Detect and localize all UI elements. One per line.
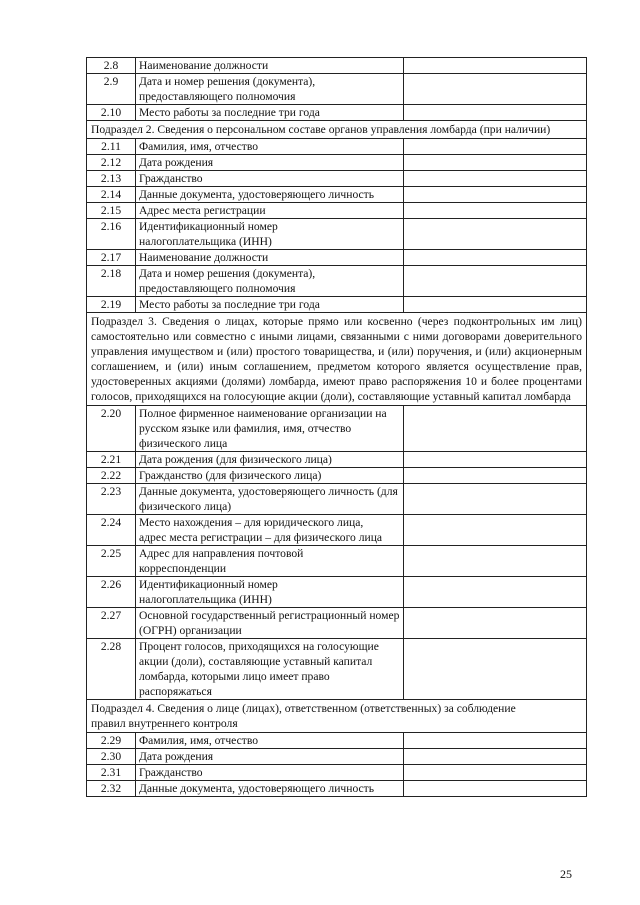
item-number: 2.31 xyxy=(87,765,136,781)
section-title: Подраздел 4. Сведения о лице (лицах), ответственном (ответственных) за соблюдение правил внутреннего контроля xyxy=(91,702,516,730)
value-cell xyxy=(404,297,587,313)
table-row xyxy=(87,297,587,313)
item-number: 2.32 xyxy=(87,781,136,797)
item-label-cell xyxy=(136,203,404,219)
item-label: Адрес места регистрации xyxy=(139,204,266,217)
item-number: 2.27 xyxy=(87,608,136,639)
table-row xyxy=(87,452,587,468)
item-label: Адрес для направления почтовой корреспонденции xyxy=(139,547,304,575)
section-title: Подраздел 2. Сведения о персональном составе органов управления ломбарда (при наличии) xyxy=(91,123,551,136)
item-label: Данные документа, удостоверяющего личность xyxy=(139,782,375,795)
item-label: Фамилия, имя, отчество xyxy=(139,734,259,747)
item-label: Место работы за последние три года xyxy=(139,298,320,311)
value-cell xyxy=(404,105,587,121)
section-header-row xyxy=(87,313,587,406)
item-label-cell xyxy=(136,577,404,608)
item-number: 2.16 xyxy=(87,219,136,250)
item-number: 2.26 xyxy=(87,577,136,608)
item-label-cell xyxy=(136,74,404,105)
table-row xyxy=(87,546,587,577)
value-cell xyxy=(404,765,587,781)
table-row xyxy=(87,250,587,266)
item-label-cell xyxy=(136,515,404,546)
table-row xyxy=(87,781,587,797)
value-cell xyxy=(404,577,587,608)
item-number: 2.8 xyxy=(87,58,136,74)
item-number: 2.29 xyxy=(87,733,136,749)
item-number: 2.23 xyxy=(87,484,136,515)
item-label: Наименование должности xyxy=(139,59,269,72)
value-cell xyxy=(404,546,587,577)
table-row xyxy=(87,468,587,484)
item-label-cell xyxy=(136,765,404,781)
item-label: Наименование должности xyxy=(139,251,269,264)
item-label-cell xyxy=(136,452,404,468)
item-label: Идентификационный номер налогоплательщика (ИНН) xyxy=(139,578,278,606)
item-label: Полное фирменное наименование организации на русском языке или фамилия, имя, отчество физического лица xyxy=(139,407,387,450)
item-number: 2.9 xyxy=(87,74,136,105)
item-label: Фамилия, имя, отчество xyxy=(139,140,259,153)
table-row xyxy=(87,105,587,121)
value-cell xyxy=(404,219,587,250)
item-number: 2.28 xyxy=(87,639,136,700)
item-number: 2.18 xyxy=(87,266,136,297)
item-label: Данные документа, удостоверяющего личность xyxy=(139,188,375,201)
form-table xyxy=(86,57,587,797)
value-cell xyxy=(404,155,587,171)
table-row xyxy=(87,515,587,546)
table-row xyxy=(87,749,587,765)
item-label-cell xyxy=(136,781,404,797)
item-number: 2.30 xyxy=(87,749,136,765)
table-row xyxy=(87,219,587,250)
value-cell xyxy=(404,749,587,765)
item-label-cell xyxy=(136,139,404,155)
table-row xyxy=(87,58,587,74)
item-number: 2.10 xyxy=(87,105,136,121)
item-label: Место нахождения – для юридического лица, адрес места регистрации – для физического лица xyxy=(139,516,383,544)
table-row xyxy=(87,187,587,203)
table-row xyxy=(87,765,587,781)
item-number: 2.14 xyxy=(87,187,136,203)
table-row xyxy=(87,406,587,452)
item-label-cell xyxy=(136,187,404,203)
table-row xyxy=(87,733,587,749)
section-title: Подраздел 3. Сведения о лицах, которые прямо или косвенно (через подконтрольных им лиц) самостоятельно или совместно с иными лицами, связанными с ними договорами доверительного управления имуществом и (или) простого товарищества, и (или) поручения, и (или) акционерным соглашением, и (или) иным соглашением, предметом которого является осуществление прав, удостоверенных акциями (долями) ломбарда, имеют право распоряжения 10 и более процентами голосов, приходящихся на голосующие акции (доли), составляющие уставный капитал ломбарда xyxy=(91,315,582,403)
item-label: Данные документа, удостоверяющего личность (для физического лица) xyxy=(139,485,398,513)
item-label-cell xyxy=(136,468,404,484)
section-header-row xyxy=(87,121,587,139)
table-row xyxy=(87,577,587,608)
item-label-cell xyxy=(136,484,404,515)
table-row xyxy=(87,139,587,155)
page-number: 25 xyxy=(560,867,572,881)
value-cell xyxy=(404,74,587,105)
value-cell xyxy=(404,484,587,515)
item-number: 2.24 xyxy=(87,515,136,546)
value-cell xyxy=(404,733,587,749)
item-label: Гражданство xyxy=(139,172,203,185)
item-label: Дата и номер решения (документа), предоставляющего полномочия xyxy=(139,75,316,103)
item-number: 2.19 xyxy=(87,297,136,313)
item-label: Дата рождения (для физического лица) xyxy=(139,453,332,466)
item-label-cell xyxy=(136,639,404,700)
item-label-cell xyxy=(136,297,404,313)
item-label: Гражданство (для физического лица) xyxy=(139,469,322,482)
item-label-cell xyxy=(136,58,404,74)
section-header-cell xyxy=(87,313,587,406)
table-row xyxy=(87,608,587,639)
value-cell xyxy=(404,187,587,203)
item-label: Процент голосов, приходящихся на голосующие акции (доли), составляющие уставный капитал ломбарда, которыми лицо имеет право распоряжаться xyxy=(139,640,379,698)
item-number: 2.21 xyxy=(87,452,136,468)
item-number: 2.13 xyxy=(87,171,136,187)
item-number: 2.11 xyxy=(87,139,136,155)
item-label-cell xyxy=(136,155,404,171)
item-label: Идентификационный номер налогоплательщика (ИНН) xyxy=(139,220,278,248)
table-row xyxy=(87,484,587,515)
item-label: Дата рождения xyxy=(139,156,214,169)
item-number: 2.22 xyxy=(87,468,136,484)
item-label: Дата рождения xyxy=(139,750,214,763)
value-cell xyxy=(404,58,587,74)
table-row xyxy=(87,639,587,700)
item-label-cell xyxy=(136,171,404,187)
table-row xyxy=(87,155,587,171)
item-label-cell xyxy=(136,105,404,121)
value-cell xyxy=(404,452,587,468)
item-label: Место работы за последние три года xyxy=(139,106,320,119)
value-cell xyxy=(404,171,587,187)
value-cell xyxy=(404,515,587,546)
item-number: 2.17 xyxy=(87,250,136,266)
value-cell xyxy=(404,468,587,484)
item-label-cell xyxy=(136,608,404,639)
table-row xyxy=(87,266,587,297)
value-cell xyxy=(404,203,587,219)
item-label: Основной государственный регистрационный номер (ОГРН) организации xyxy=(139,609,400,637)
item-number: 2.20 xyxy=(87,406,136,452)
item-number: 2.15 xyxy=(87,203,136,219)
item-label-cell xyxy=(136,266,404,297)
item-number: 2.12 xyxy=(87,155,136,171)
value-cell xyxy=(404,266,587,297)
value-cell xyxy=(404,639,587,700)
value-cell xyxy=(404,406,587,452)
item-label-cell xyxy=(136,546,404,577)
item-number: 2.25 xyxy=(87,546,136,577)
value-cell xyxy=(404,250,587,266)
value-cell xyxy=(404,781,587,797)
section-header-row xyxy=(87,700,587,733)
table-row xyxy=(87,203,587,219)
item-label-cell xyxy=(136,749,404,765)
value-cell xyxy=(404,608,587,639)
item-label-cell xyxy=(136,219,404,250)
section-header-cell xyxy=(87,700,587,733)
item-label: Дата и номер решения (документа), предоставляющего полномочия xyxy=(139,267,316,295)
item-label-cell xyxy=(136,250,404,266)
item-label: Гражданство xyxy=(139,766,203,779)
value-cell xyxy=(404,139,587,155)
table-row xyxy=(87,171,587,187)
table-body xyxy=(87,58,587,797)
table-row xyxy=(87,74,587,105)
section-header-cell xyxy=(87,121,587,139)
item-label-cell xyxy=(136,406,404,452)
item-label-cell xyxy=(136,733,404,749)
